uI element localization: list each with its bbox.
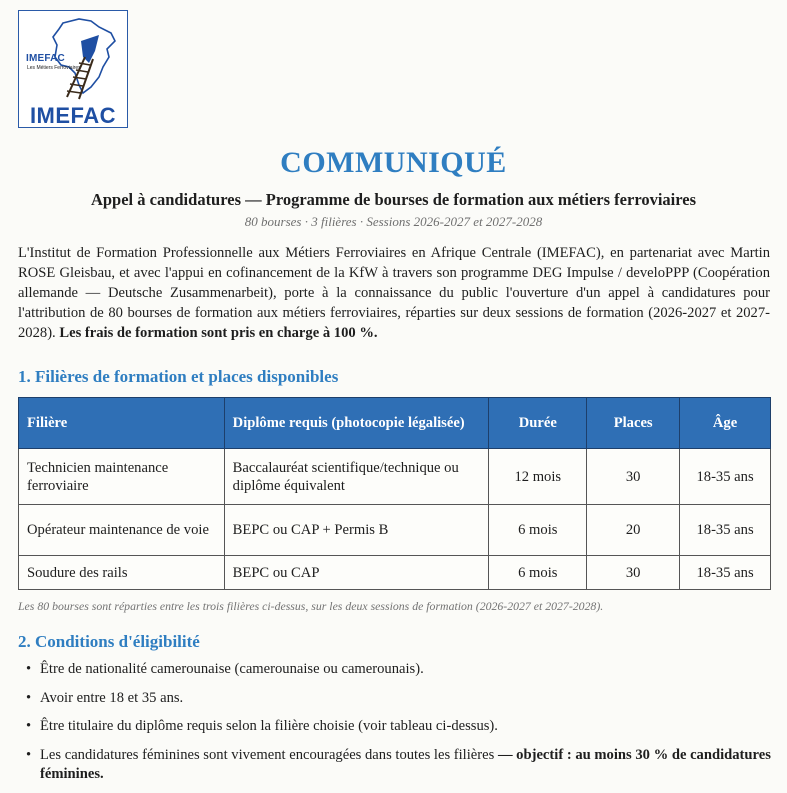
bullet-text: Être de nationalité camerounaise (camerounaise ou camerounais).: [40, 661, 424, 677]
cell-places: 20: [587, 505, 680, 556]
header-places: Places: [587, 398, 680, 449]
list-item: [18, 746, 780, 784]
table-row: [19, 505, 771, 556]
list-item: [18, 717, 780, 736]
cell-filiere: Technicien maintenance ferroviaire: [19, 449, 225, 505]
header-duree: Durée: [489, 398, 587, 449]
intro-text: L'Institut de Formation Professionnelle aux Métiers Ferroviaires en Afrique Centrale (IMEFAC), en partenariat avec Martin ROSE Gleisbau, et avec l'appui en cofinancement de la KfW à travers son programme DEG Impulse / develoPPP (Coopération allemande — Deutsche Zusammenarbeit), porte à la connaissance du public l'ouverture d'un appel à candidatures pour l'attribution de 80 bourses de formation aux métiers ferroviaires, réparties sur deux sessions de formation (2026-2027 et 2027-2028).: [18, 245, 770, 341]
programs-table: [18, 397, 771, 590]
header-age: Âge: [680, 398, 771, 449]
table-row: [19, 449, 771, 505]
list-item: [18, 689, 780, 708]
cell-duree: 12 mois: [489, 449, 587, 505]
bullet-text: Avoir entre 18 et 35 ans.: [40, 689, 184, 706]
bullet-bold: — objectif : au moins 30 % de candidatures féminines.: [40, 746, 771, 782]
cell-duree: 6 mois: [489, 505, 587, 556]
cell-places: 30: [587, 556, 680, 590]
cell-diplome: Baccalauréat scientifique/technique ou diplôme équivalent: [224, 449, 489, 505]
bullet-icon: •: [26, 661, 32, 677]
cell-filiere: Opérateur maintenance de voie: [19, 505, 225, 556]
cell-age: 18-35 ans: [680, 449, 771, 505]
cell-filiere: Soudure des rails: [19, 556, 225, 590]
list-item: [18, 660, 780, 679]
cell-age: 18-35 ans: [680, 505, 771, 556]
logo-small-text: IMEFAC: [26, 53, 65, 64]
intro-paragraph: [18, 243, 770, 343]
tagline: 80 bourses · 3 filières · Sessions 2026-2027 et 2027-2028: [244, 214, 543, 229]
logo-wordmark: IMEFAC: [29, 103, 117, 128]
header-diplome: Diplôme requis (photocopie légalisée): [224, 398, 489, 449]
cell-diplome: BEPC ou CAP: [224, 556, 489, 590]
section2-heading: 2. Conditions d'éligibilité: [18, 632, 200, 651]
section1-heading: 1. Filières de formation et places disponibles: [18, 367, 339, 386]
cell-diplome: BEPC ou CAP + Permis B: [224, 505, 489, 556]
cell-duree: 6 mois: [489, 556, 587, 590]
imefac-logo: [18, 10, 128, 128]
logo-tagline: Les Métiers Ferroviaires: [27, 65, 81, 71]
bullet-icon: •: [26, 689, 32, 706]
bullet-icon: •: [26, 718, 32, 734]
cell-places: 30: [587, 449, 680, 505]
bullet-icon: •: [26, 746, 32, 763]
table-row: [19, 556, 771, 590]
table-note: Les 80 bourses sont réparties entre les trois filières ci-dessus, sur les deux sessions de formation (2026-2027 et 2027-2028).: [18, 599, 604, 613]
table-header-row: [19, 398, 771, 449]
intro-bold-text: Les frais de formation sont pris en charge à 100 %.: [59, 325, 378, 341]
cell-age: 18-35 ans: [680, 556, 771, 590]
header-filiere: Filière: [19, 398, 225, 449]
bullet-text: Être titulaire du diplôme requis selon la filière choisie (voir tableau ci-dessus).: [40, 718, 498, 734]
page-title: COMMUNIQUÉ: [280, 146, 507, 179]
eligibility-list: [18, 660, 780, 793]
page-subtitle: Appel à candidatures — Programme de bourses de formation aux métiers ferroviaires: [90, 190, 697, 209]
bullet-text: Les candidatures féminines sont vivement encouragées dans toutes les filières: [40, 746, 498, 763]
